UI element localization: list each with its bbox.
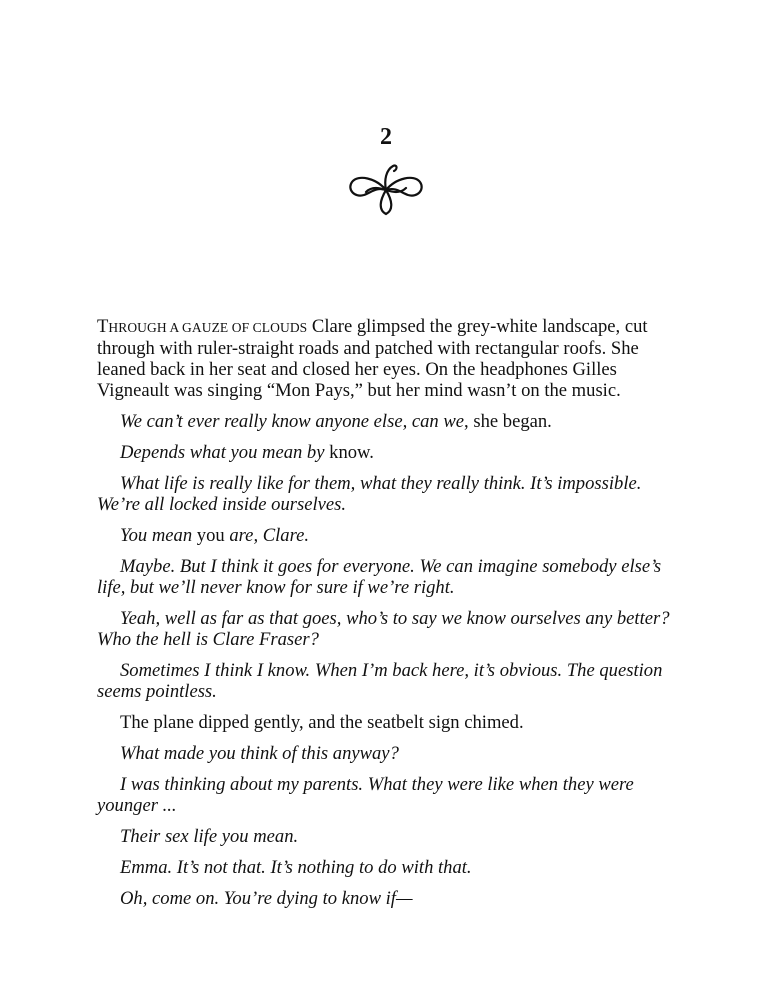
paragraph: You mean you are, Clare. (120, 525, 310, 546)
paragraph: I was thinking about my parents. What they were like when they were younger ... (97, 774, 634, 816)
paragraph: Emma. It’s not that. It’s nothing to do with that. (120, 857, 472, 878)
paragraph: What life is really like for them, what they really think. It’s impossible. We’re all locked inside ourselves. (97, 473, 642, 515)
opening-paragraph: THROUGH A GAUZE OF CLOUDS Clare glimpsed the grey-white landscape, cut through with ruler-straight roads and patched with rectangular roofs. She leaned back in her seat and closed her eyes. On the headphones Gilles Vigneault was singing “Mon Pays,” but her mind wasn’t on the music. (97, 316, 648, 401)
paragraph: Yeah, well as far as that goes, who’s to say we know ourselves any better? Who the hell is Clare Fraser? (97, 608, 670, 650)
paragraph: Oh, come on. You’re dying to know if— (120, 888, 413, 909)
paragraph: Sometimes I think I know. When I’m back here, it’s obvious. The question seems pointless. (97, 660, 663, 702)
paragraph: Maybe. But I think it goes for everyone. We can imagine somebody else’s life, but we’ll never know for sure if we’re right. (97, 556, 662, 598)
paragraph: Their sex life you mean. (120, 826, 299, 847)
paragraph: We can’t ever really know anyone else, can we, she began. (120, 411, 552, 432)
chapter-number: 2 (380, 124, 392, 150)
paragraph: Depends what you mean by know. (120, 442, 374, 463)
paragraph: The plane dipped gently, and the seatbelt sign chimed. (120, 712, 524, 733)
small-caps-lead: THROUGH A GAUZE OF CLOUDS (97, 316, 308, 337)
flourish-ornament-icon (346, 160, 426, 220)
paragraph: What made you think of this anyway? (120, 743, 399, 764)
chapter-text (97, 316, 687, 919)
